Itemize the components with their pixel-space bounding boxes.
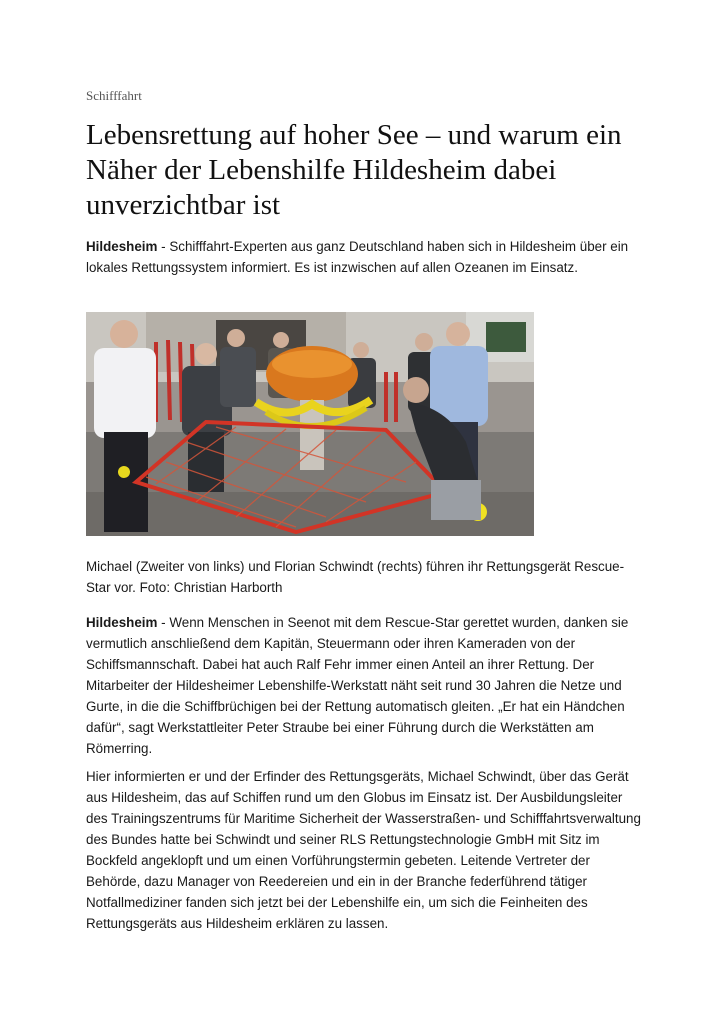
photo-illustration: [86, 312, 534, 536]
teaser-paragraph: [86, 236, 638, 278]
body-paragraph-1-text: - Wenn Menschen in Seenot mit dem Rescue-Star gerettet wurden, danken sie vermutlich anschließend dem Kapitän, Steuermann oder ihren Kameraden von der Schiffsmannschaft. Dabei hat auch Ralf Fehr immer einen Anteil an ihrer Rettung. Der Mitarbeiter der Hildesheimer Lebenshilfe-Werkstatt näht seit rund 30 Jahren die Netze und Gurte, in die die Schiffbrüchigen bei der Rettung automatisch gleiten. „Er hat ein Händchen dafür“, sagt Werkstattleiter Peter Straube bei einer Führung durch die Werkstätten am Römerring.: [86, 615, 629, 756]
section-label: Schifffahrt: [86, 88, 142, 103]
body-paragraph-2: Hier informierten er und der Erfinder des Rettungsgeräts, Michael Schwindt, über das Gerät aus Hildesheim, das auf Schiffen rund um den Globus im Einsatz ist. Der Ausbildungsleiter des Trainingszentrums für Maritime Sicherheit der Wasserstraßen- und Schifffahrtsverwaltung des Bundes hatte bei Schwindt und seiner RLS Rettungstechnologie GmbH mit Sitz im Bockfeld angeklopft und um einen Vorführungstermin gebeten. Leitende Vertreter der Behörde, dazu Manager von Reedereien und ein in der Branche federführend tätiger Notfallmediziner fanden sich jetzt bei der Lebenshilfe ein, um sich die Feinheiten des Rettungsgeräts aus Hildesheim erklären zu lassen.: [86, 769, 641, 931]
teaser-text: - Schifffahrt-Experten aus ganz Deutschland haben sich in Hildesheim über ein lokales Rettungssystem informiert. Es ist inzwischen auf allen Ozeanen im Einsatz.: [86, 239, 629, 275]
headline: Lebensrettung auf hoher See – und warum ein Näher der Lebenshilfe Hildesheim dabei unverzichtbar ist: [86, 119, 622, 221]
article-photo: [86, 312, 534, 536]
body-paragraph-1: [86, 612, 642, 759]
photo-caption: Michael (Zweiter von links) und Florian Schwindt (rechts) führen ihr Rettungsgerät Rescue-Star vor. Foto: Christian Harborth: [86, 559, 625, 595]
body-dateline: Hildesheim: [86, 615, 158, 630]
teaser-dateline: Hildesheim: [86, 239, 158, 254]
